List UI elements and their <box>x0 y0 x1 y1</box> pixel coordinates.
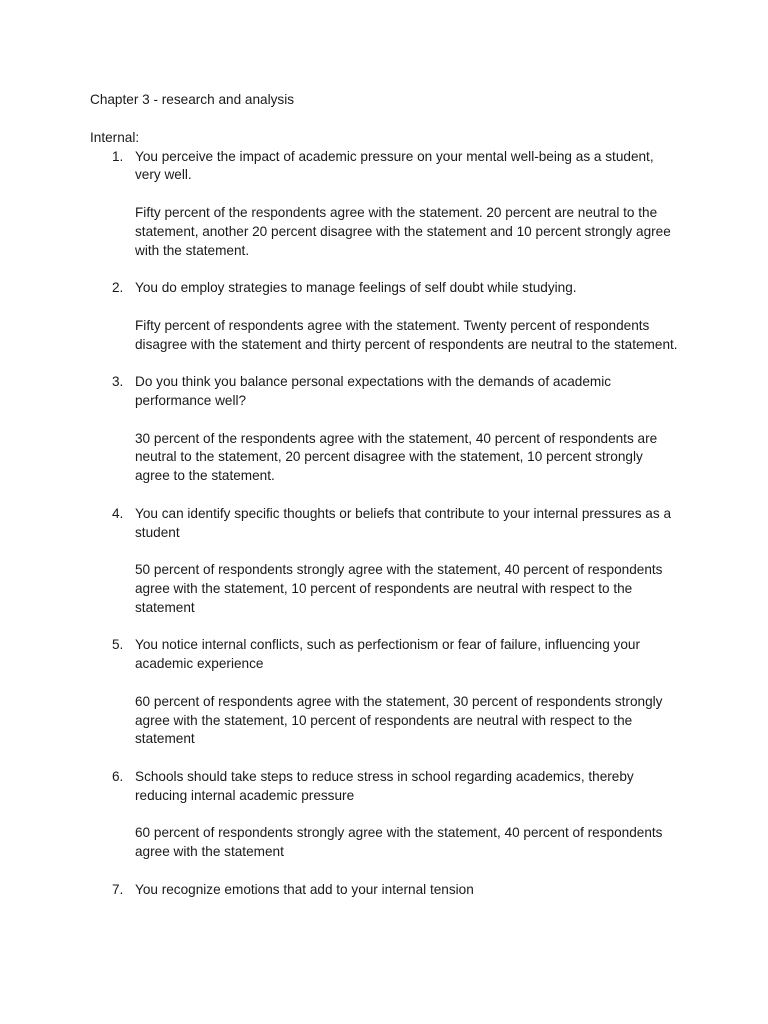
spacer <box>135 260 681 279</box>
question-text: You recognize emotions that add to your internal tension <box>135 881 474 897</box>
answer-text: 60 percent of respondents agree with the statement, 30 percent of respondents strongly agree with the statement, 10 percent of respondents are neutral with respect to the statement <box>135 693 663 747</box>
item-number: 5. <box>112 637 124 653</box>
item-number: 4. <box>112 505 124 521</box>
list-item-3 <box>90 373 681 505</box>
answer-text: 30 percent of the respondents agree with the statement, 40 percent of respondents are neutral to the statement, 20 percent disagree with the statement, 10 percent strongly agree to the statement. <box>135 430 658 484</box>
spacer <box>135 618 681 637</box>
question-text: You can identify specific thoughts or beliefs that contribute to your internal pressures as a student <box>135 505 672 540</box>
item-number: 1. <box>112 148 124 164</box>
document-title: Chapter 3 - research and analysis <box>90 92 295 107</box>
answer-text: Fifty percent of respondents agree with the statement. Twenty percent of respondents disagree with the statement and thirty percent of respondents are neutral to the statement. <box>135 317 678 352</box>
answer-text: 60 percent of respondents strongly agree with the statement, 40 percent of respondents agree with the statement <box>135 825 663 860</box>
document-page <box>90 91 690 899</box>
question-text: You perceive the impact of academic pressure on your mental well-being as a student, very well. <box>135 148 654 183</box>
spacer <box>135 862 681 881</box>
answer-text: 50 percent of respondents strongly agree with the statement, 40 percent of respondents agree with the statement, 10 percent of respondents are neutral with respect to the statement <box>135 562 663 615</box>
spacer <box>135 354 681 373</box>
item-number: 6. <box>112 768 124 784</box>
question-text: You notice internal conflicts, such as perfectionism or fear of failure, influencing your academic experience <box>135 637 640 672</box>
list-item-6 <box>90 768 681 881</box>
list-item-5 <box>90 636 681 768</box>
section-label: Internal: <box>90 129 140 145</box>
question-text: Schools should take steps to reduce stress in school regarding academics, thereby reducing internal academic pressure <box>135 768 634 803</box>
spacer <box>135 486 681 505</box>
list-item-2 <box>90 279 681 373</box>
item-number: 3. <box>112 374 124 390</box>
list-item-4 <box>90 505 681 637</box>
item-number: 7. <box>112 881 124 897</box>
question-list <box>90 148 690 900</box>
list-item-7 <box>90 881 681 900</box>
list-item-1 <box>90 148 681 280</box>
question-text: You do employ strategies to manage feelings of self doubt while studying. <box>135 280 577 296</box>
item-number: 2. <box>112 280 124 296</box>
answer-text: Fifty percent of the respondents agree with the statement. 20 percent are neutral to the statement, another 20 percent disagree with the statement and 10 percent strongly agree with the statement. <box>135 204 671 258</box>
question-text: Do you think you balance personal expectations with the demands of academic performance well? <box>135 374 612 408</box>
spacer <box>135 749 681 768</box>
